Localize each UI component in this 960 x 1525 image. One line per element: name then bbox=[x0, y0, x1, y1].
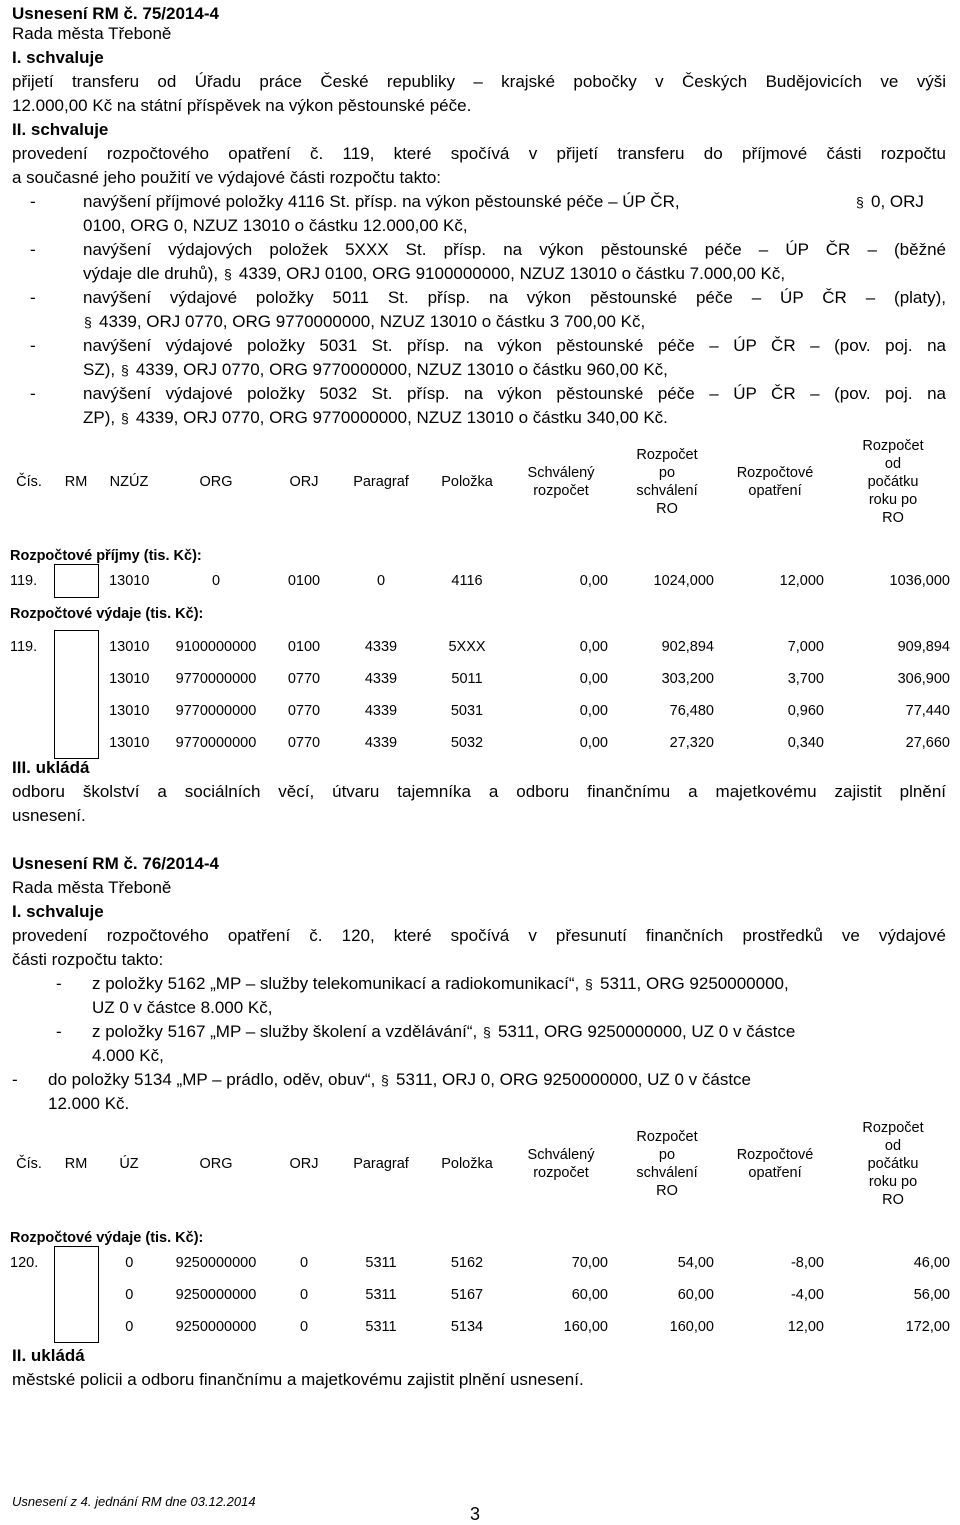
col-header: Schválený rozpočet bbox=[527, 1147, 595, 1181]
cell bbox=[4, 1311, 54, 1343]
table-header-row bbox=[4, 1114, 956, 1214]
list-item-cont: § 4339, ORJ 0770, ORG 9770000000, NZUZ 13010 o částku 3 700,00 Kč, bbox=[84, 312, 646, 331]
cell: 303,200 bbox=[661, 670, 714, 687]
svg-text:§: § bbox=[223, 267, 232, 281]
cell: 0770 bbox=[287, 734, 321, 751]
col-header: ORG bbox=[199, 474, 233, 490]
cell: 5167 bbox=[450, 1286, 484, 1303]
cell bbox=[4, 727, 54, 759]
section-label: Rozpočtové výdaje (tis. Kč): bbox=[10, 1230, 204, 1246]
list-dash: - bbox=[30, 384, 36, 403]
table-row bbox=[4, 565, 956, 598]
cell: 902,894 bbox=[661, 638, 714, 655]
cell: 13010 bbox=[109, 702, 150, 719]
col-header: ORJ bbox=[289, 474, 319, 490]
cell: 119. bbox=[10, 573, 38, 589]
list-item: do položky 5134 „MP – prádlo, oděv, obuv“, § 5311, ORJ 0, ORG 9250000000, UZ 0 v částce bbox=[48, 1070, 752, 1089]
cell: -8,00 bbox=[790, 1254, 824, 1271]
cell: 0 bbox=[125, 1286, 134, 1303]
cell: 0100 bbox=[287, 573, 321, 589]
paragraph-line: provedení rozpočtového opatření č. 119, které spočívá v přijetí transferu do příjmové části rozpočtu bbox=[12, 144, 946, 163]
cell bbox=[4, 663, 54, 695]
cell: 0 bbox=[211, 573, 221, 589]
paragraph-symbol-icon bbox=[380, 1073, 393, 1087]
cell: 46,00 bbox=[913, 1254, 950, 1271]
cell: 0 bbox=[376, 573, 386, 589]
cell: 0770 bbox=[287, 670, 321, 687]
cell: 9100000000 bbox=[175, 638, 257, 655]
cell: 4339 bbox=[364, 702, 398, 719]
cell: 3,700 bbox=[787, 670, 824, 687]
col-header: RM bbox=[64, 474, 88, 490]
col-header: Paragraf bbox=[353, 474, 409, 490]
cell: 0 bbox=[299, 1254, 309, 1271]
cell bbox=[54, 631, 98, 759]
cell: 0,00 bbox=[579, 670, 608, 687]
col-header: Rozpočet po schválení RO bbox=[636, 447, 698, 517]
cell: 76,480 bbox=[669, 702, 714, 719]
cell: 12,00 bbox=[787, 1318, 824, 1335]
cell: 0,00 bbox=[579, 573, 608, 589]
list-item: navýšení příjmové položky 4116 St. přísp. na výkon pěstounské péče – ÚP ČR, bbox=[83, 192, 680, 211]
section-title: III. ukládá bbox=[12, 758, 90, 777]
cell bbox=[4, 695, 54, 727]
cell: 0,960 bbox=[787, 702, 824, 719]
cell bbox=[4, 1279, 54, 1311]
paragraph-line: odboru školství a sociálních věcí, útvaru tajemníka a odboru finančnímu a majetkovému zajistit plnění bbox=[12, 782, 946, 801]
col-header: RM bbox=[64, 1156, 88, 1172]
paragraph-symbol-icon bbox=[120, 363, 133, 377]
col-header: Rozpočet od počátku roku po RO bbox=[862, 438, 924, 526]
page-number: 3 bbox=[470, 1504, 481, 1524]
paragraph-symbol-icon bbox=[584, 977, 597, 991]
paragraph-line: přijetí transferu od Úřadu práce České republiky – krajské pobočky v Českých Budějovicích ve výši bbox=[12, 72, 946, 91]
col-header: Rozpočtové opatření bbox=[736, 1147, 814, 1181]
list-item: navýšení výdajové položky 5011 St. přísp. na výkon pěstounské péče – ÚP ČR – (platy), bbox=[83, 288, 946, 307]
cell: 120. bbox=[10, 1254, 39, 1271]
cell: 0 bbox=[125, 1254, 134, 1271]
paragraph-symbol-icon bbox=[482, 1025, 495, 1039]
list-item-cont: ZP), § 4339, ORJ 0770, ORG 9770000000, NZUZ 13010 o částku 340,00 Kč. bbox=[83, 408, 668, 427]
list-item-cont: výdaje dle druhů), § 4339, ORJ 0100, ORG 9100000000, NZUZ 13010 o částku 7.000,00 Kč, bbox=[83, 264, 786, 283]
list-dash: - bbox=[30, 192, 36, 211]
cell: 13010 bbox=[109, 734, 150, 751]
cell: 5134 bbox=[450, 1318, 484, 1335]
list-item-cont: SZ), § 4339, ORJ 0770, ORG 9770000000, NZUZ 13010 o částku 960,00 Kč, bbox=[83, 360, 668, 379]
list-dash: - bbox=[30, 240, 36, 259]
col-header: Rozpočet od počátku roku po RO bbox=[862, 1120, 924, 1208]
section-title: I. schvaluje bbox=[12, 902, 104, 921]
list-item-tail: § 0, ORJ bbox=[856, 192, 924, 211]
cell: 0,00 bbox=[579, 734, 608, 751]
cell: 13010 bbox=[109, 573, 150, 589]
cell: 4339 bbox=[364, 670, 398, 687]
cell: 160,00 bbox=[563, 1318, 608, 1335]
cell: 5311 bbox=[365, 1254, 397, 1271]
list-item-cont: 12.000 Kč. bbox=[48, 1094, 130, 1113]
table-header-row bbox=[4, 432, 956, 532]
list-item: navýšení výdajové položky 5031 St. přísp. na výkon pěstounské péče – ÚP ČR – (pov. poj. na bbox=[83, 336, 946, 355]
table-row bbox=[4, 1311, 956, 1343]
table-row bbox=[4, 727, 956, 759]
cell: 77,440 bbox=[905, 702, 950, 719]
list-item-cont: 0100, ORG 0, NZUZ 13010 o částku 12.000,00 Kč, bbox=[83, 216, 468, 235]
paragraph-symbol-icon bbox=[83, 315, 96, 329]
cell: 0100 bbox=[287, 638, 321, 655]
cell: 9770000000 bbox=[175, 734, 257, 751]
cell: 0 bbox=[125, 1318, 134, 1335]
table-row bbox=[4, 1279, 956, 1311]
cell: 27,660 bbox=[905, 734, 950, 751]
paragraph-line: části rozpočtu takto: bbox=[12, 950, 164, 969]
svg-text:§: § bbox=[482, 1025, 491, 1039]
table-row bbox=[4, 631, 956, 663]
list-dash: - bbox=[56, 974, 62, 993]
cell: 4339 bbox=[364, 734, 398, 751]
list-dash: - bbox=[56, 1022, 62, 1041]
cell: 60,00 bbox=[571, 1286, 608, 1303]
cell: 9250000000 bbox=[175, 1286, 257, 1303]
col-header: Paragraf bbox=[353, 1156, 409, 1172]
council-name: Rada města Třeboně bbox=[12, 24, 172, 43]
cell: 1036,000 bbox=[889, 573, 950, 589]
cell: 9770000000 bbox=[175, 702, 257, 719]
svg-text:§: § bbox=[856, 195, 864, 209]
cell: 9770000000 bbox=[175, 670, 257, 687]
table-row bbox=[4, 1247, 956, 1279]
cell: -4,00 bbox=[790, 1286, 824, 1303]
col-header: Čís. bbox=[16, 474, 42, 490]
resolution-76-heading: Usnesení RM č. 76/2014-4 bbox=[12, 854, 219, 873]
col-header: NZÚZ bbox=[109, 474, 149, 490]
cell: 0,00 bbox=[579, 638, 608, 655]
list-item: navýšení výdajových položek 5XXX St. přísp. na výkon pěstounské péče – ÚP ČR – (běžné bbox=[83, 240, 946, 259]
section-label: Rozpočtové příjmy (tis. Kč): bbox=[10, 548, 202, 564]
paragraph-line: 12.000,00 Kč na státní příspěvek na výkon pěstounské péče. bbox=[12, 96, 472, 115]
cell: 172,00 bbox=[905, 1318, 950, 1335]
cell: 5311 bbox=[365, 1286, 397, 1303]
cell: 54,00 bbox=[677, 1254, 714, 1271]
cell: 160,00 bbox=[669, 1318, 714, 1335]
cell: 12,000 bbox=[779, 573, 824, 589]
resolution-75-heading: Usnesení RM č. 75/2014-4 bbox=[12, 4, 219, 23]
page-footer: Usnesení z 4. jednání RM dne 03.12.2014 bbox=[12, 1494, 256, 1509]
list-item-cont: 4.000 Kč, bbox=[92, 1046, 164, 1065]
cell: 0,00 bbox=[579, 702, 608, 719]
section-title: I. schvaluje bbox=[12, 48, 104, 67]
cell: 0 bbox=[299, 1286, 309, 1303]
section-label: Rozpočtové výdaje (tis. Kč): bbox=[10, 606, 204, 622]
council-name: Rada města Třeboně bbox=[12, 878, 172, 897]
cell: 909,894 bbox=[897, 638, 950, 655]
cell: 5162 bbox=[450, 1254, 484, 1271]
list-dash: - bbox=[12, 1070, 18, 1089]
col-header: ÚZ bbox=[119, 1156, 139, 1172]
cell bbox=[54, 1247, 98, 1343]
list-item: z položky 5167 „MP – služby školení a vzdělávání“, § 5311, ORG 9250000000, UZ 0 v částce bbox=[92, 1022, 796, 1041]
cell: 306,900 bbox=[897, 670, 950, 687]
cell: 4339 bbox=[364, 638, 398, 655]
section-row bbox=[4, 532, 956, 565]
col-header: Rozpočtové opatření bbox=[736, 465, 814, 499]
col-header: Schválený rozpočet bbox=[527, 465, 595, 499]
paragraph-symbol-icon bbox=[120, 411, 133, 425]
cell: 1024,000 bbox=[653, 573, 714, 589]
list-dash: - bbox=[30, 336, 36, 355]
cell: 0,340 bbox=[787, 734, 824, 751]
svg-text:§: § bbox=[120, 363, 129, 377]
col-header: Položka bbox=[441, 1156, 493, 1172]
cell: 5031 bbox=[450, 702, 484, 719]
col-header: Čís. bbox=[16, 1156, 42, 1172]
budget-table-120 bbox=[4, 1114, 956, 1343]
paragraph-line: městské policii a odboru finančnímu a majetkovému zajistit plnění usnesení. bbox=[12, 1370, 584, 1389]
paragraph-symbol-icon bbox=[223, 267, 236, 281]
section-row bbox=[4, 598, 956, 631]
cell: 5032 bbox=[450, 734, 484, 751]
svg-text:§: § bbox=[381, 1073, 389, 1087]
cell: 7,000 bbox=[787, 638, 824, 655]
cell: 9250000000 bbox=[175, 1254, 257, 1271]
budget-table-119 bbox=[4, 432, 956, 759]
svg-text:§: § bbox=[84, 315, 92, 329]
col-header: Rozpočet po schválení RO bbox=[636, 1129, 698, 1199]
paragraph-line: a současné jeho použití ve výdajové části rozpočtu takto: bbox=[12, 168, 442, 187]
cell bbox=[54, 565, 98, 598]
col-header: ORG bbox=[199, 1156, 233, 1172]
svg-text:§: § bbox=[120, 411, 129, 425]
table-row bbox=[4, 663, 956, 695]
paragraph-symbol-icon bbox=[855, 195, 868, 209]
cell: 27,320 bbox=[669, 734, 714, 751]
svg-text:§: § bbox=[584, 977, 593, 991]
section-title: II. ukládá bbox=[12, 1346, 85, 1365]
cell: 0 bbox=[299, 1318, 309, 1335]
table-row bbox=[4, 695, 956, 727]
col-header: Položka bbox=[441, 474, 493, 490]
cell: 0770 bbox=[287, 702, 321, 719]
paragraph-line: usnesení. bbox=[12, 806, 86, 825]
cell: 5XXX bbox=[448, 638, 486, 655]
section-row bbox=[4, 1214, 956, 1247]
cell: 4116 bbox=[451, 573, 483, 589]
list-item-cont: UZ 0 v částce 8.000 Kč, bbox=[92, 998, 273, 1017]
col-header: ORJ bbox=[289, 1156, 319, 1172]
paragraph-line: provedení rozpočtového opatření č. 120, které spočívá v přesunutí finančních prostředků ve výdajové bbox=[12, 926, 946, 945]
section-title: II. schvaluje bbox=[12, 120, 109, 139]
cell: 9250000000 bbox=[175, 1318, 257, 1335]
cell: 60,00 bbox=[677, 1286, 714, 1303]
cell: 5311 bbox=[365, 1318, 397, 1335]
cell: 13010 bbox=[109, 670, 150, 687]
cell: 13010 bbox=[109, 638, 150, 655]
list-dash: - bbox=[30, 288, 36, 307]
cell: 119. bbox=[10, 638, 38, 655]
cell: 56,00 bbox=[913, 1286, 950, 1303]
list-item: navýšení výdajové položky 5032 St. přísp. na výkon pěstounské péče – ÚP ČR – (pov. poj. na bbox=[83, 384, 946, 403]
cell: 70,00 bbox=[571, 1254, 608, 1271]
cell: 5011 bbox=[451, 670, 483, 687]
list-item: z položky 5162 „MP – služby telekomunikací a radiokomunikací“, § 5311, ORG 9250000000, bbox=[92, 974, 789, 993]
